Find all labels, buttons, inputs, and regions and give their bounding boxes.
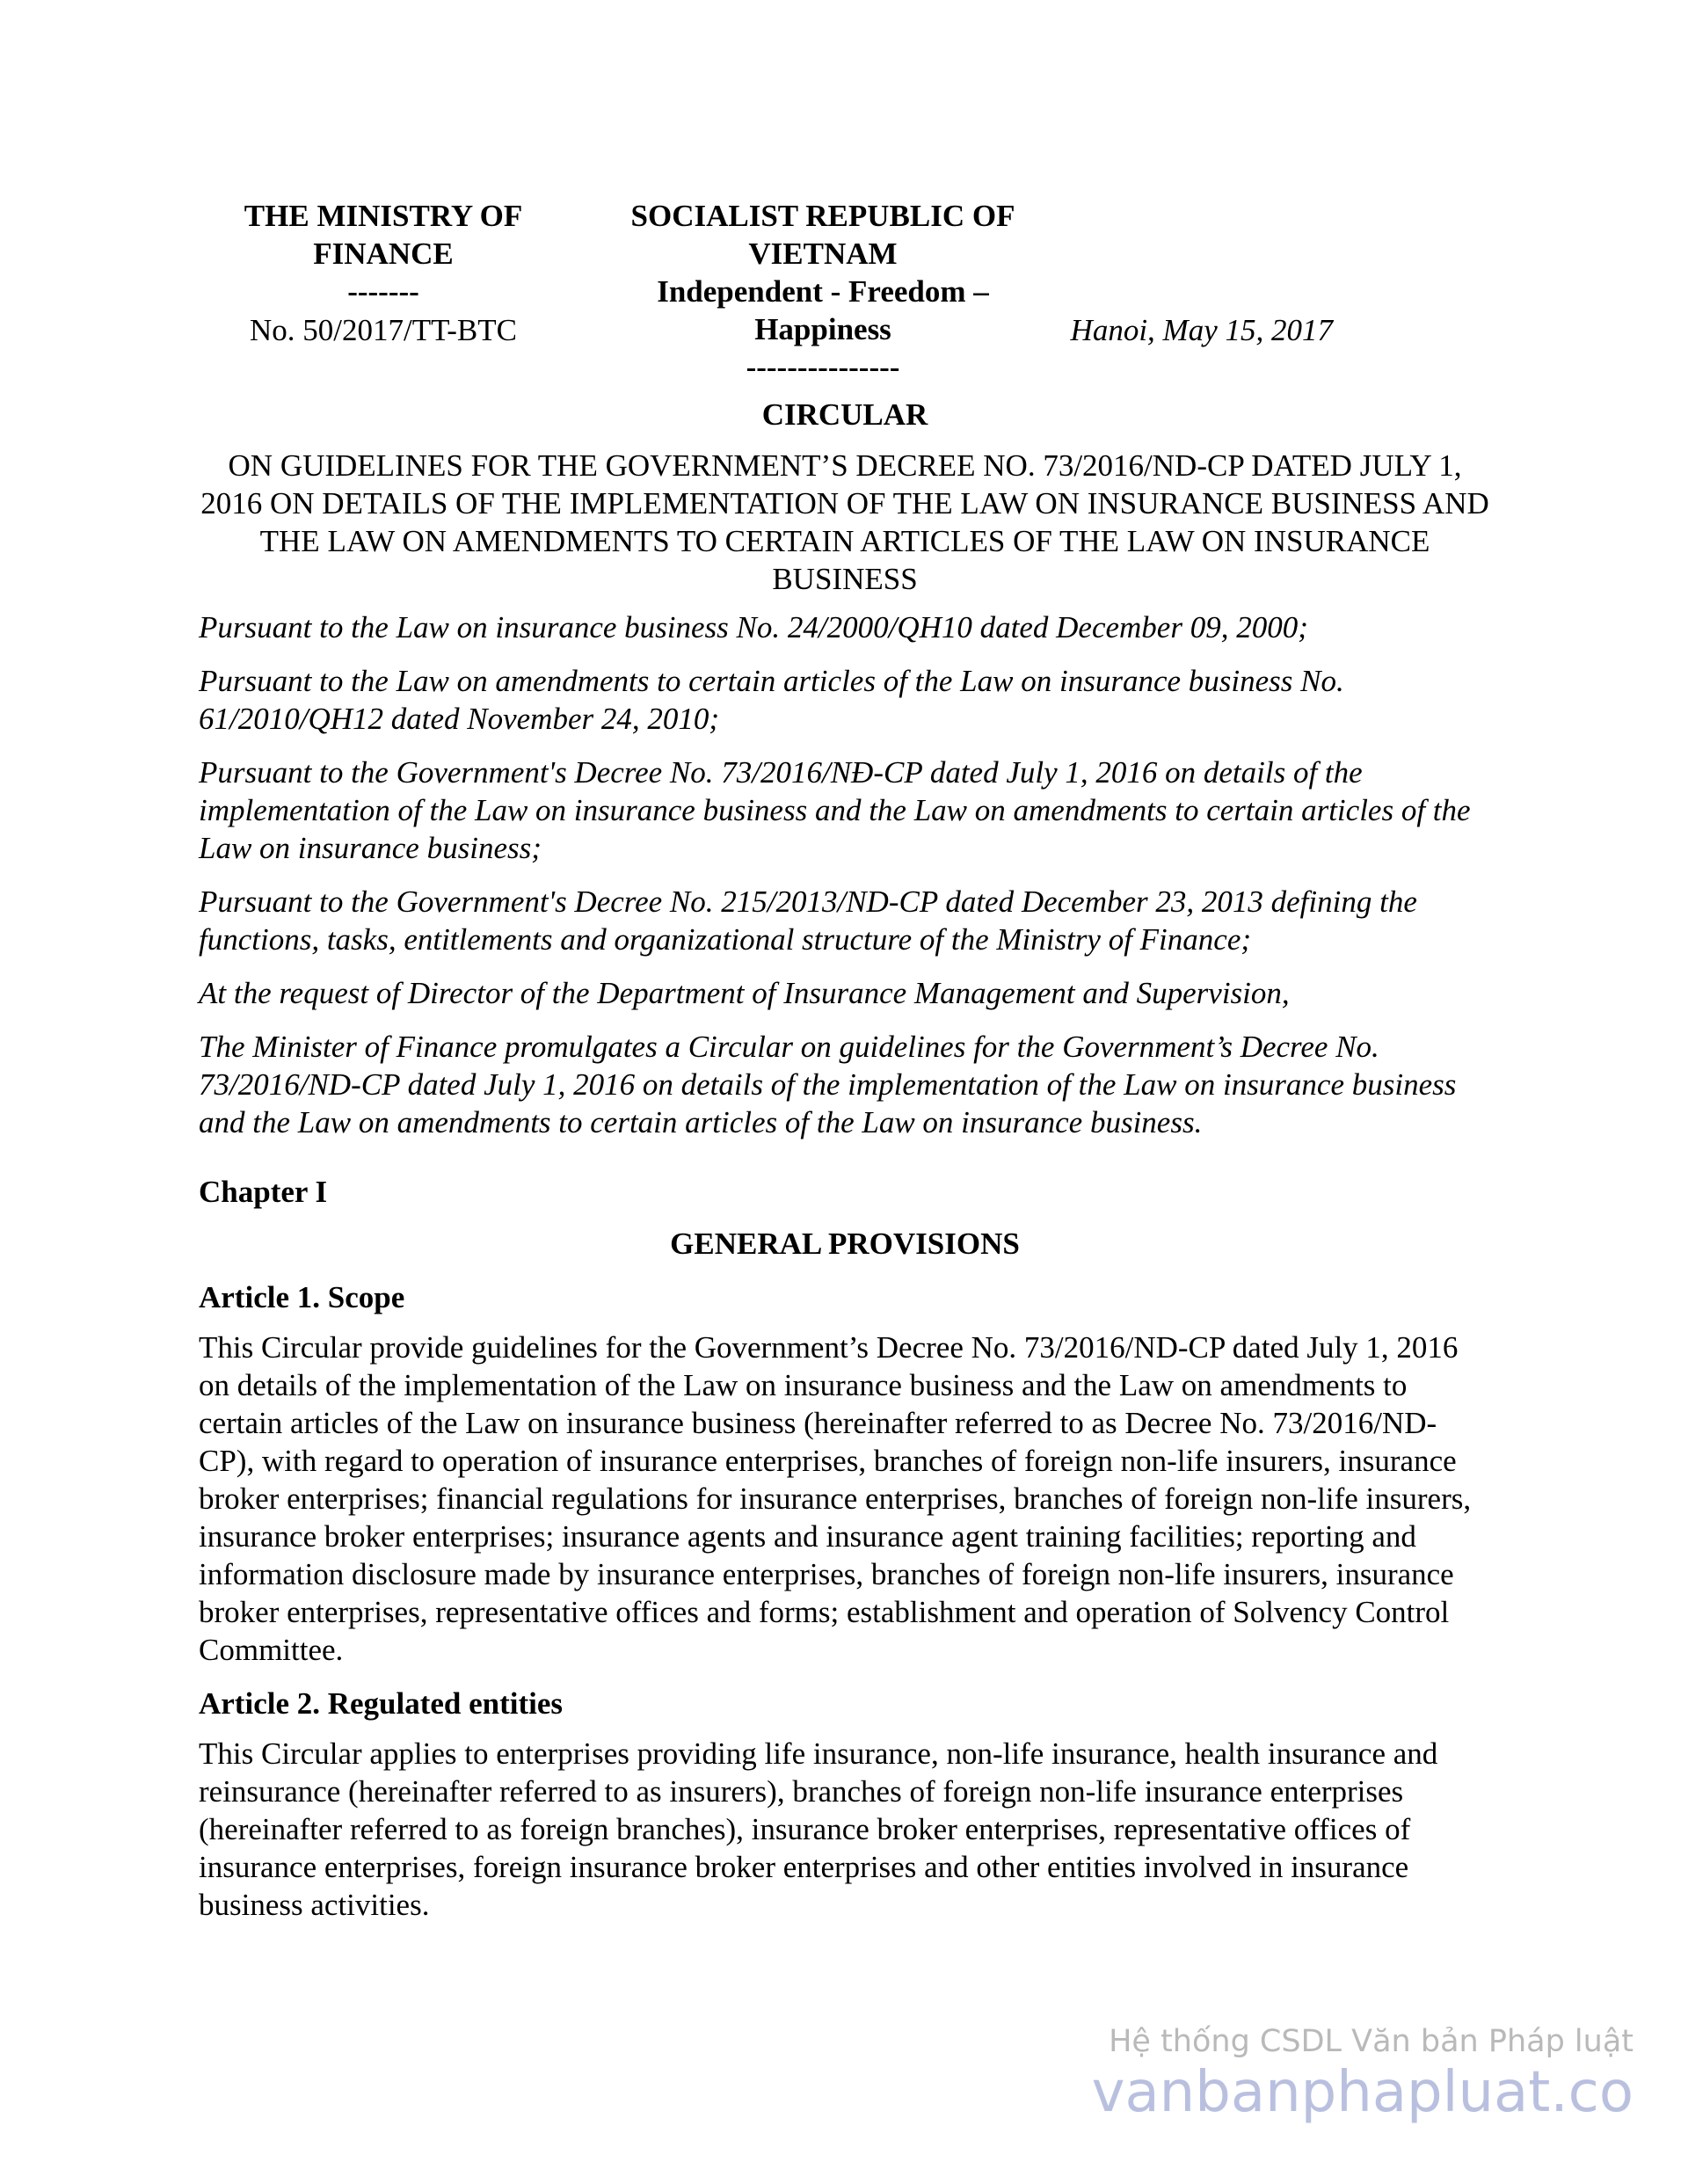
article-1-heading: Article 1. Scope — [199, 1280, 405, 1314]
chapter-title: GENERAL PROVISIONS — [670, 1227, 1020, 1261]
preamble-paragraph: Pursuant to the Law on insurance business No. 24/2000/QH10 dated December 09, 2000; — [199, 610, 1308, 644]
motto-separator: --------------- — [746, 350, 900, 384]
issuing-agency — [199, 197, 568, 310]
agency-separator: ------- — [347, 274, 419, 309]
preamble-paragraph: Pursuant to the Government's Decree No. 215/2013/ND-CP dated December 23, 2013 defining the functions, tasks, entitlements and organizational structure of the Ministry of Finance; — [199, 885, 1417, 957]
issue-date: Hanoi, May 15, 2017 — [1070, 313, 1333, 347]
national-motto — [612, 197, 1034, 386]
site-watermark — [1092, 2022, 1633, 2124]
document-header — [199, 197, 1491, 384]
article-2-text: This Circular applies to enterprises providing life insurance, non-life insurance, health insurance and reinsurance (hereinafter referred to as insurers), branches of foreign non-life insurance enterprises (hereinafter referred to as foreign branches), insurance broker enterprises, representative offices of insurance enterprises, foreign insurance broker enterprises and other entities involved in insurance business activities. — [199, 1736, 1438, 1922]
motto: Independent - Freedom – Happiness — [657, 274, 989, 346]
document-subtitle: ON GUIDELINES FOR THE GOVERNMENT’S DECREE NO. 73/2016/ND-CP DATED JULY 1, 2016 ON DETAILS OF THE IMPLEMENTATION OF THE LAW ON INSURANCE BUSINESS AND THE LAW ON AMENDMENTS TO CERTAIN ARTICLES OF THE LAW ON INSURANCE BUSINESS — [200, 448, 1489, 596]
watermark-domain: vanbanphapluat.co — [1091, 2060, 1633, 2125]
document-title: CIRCULAR — [761, 397, 928, 432]
watermark-tagline: Hệ thống CSDL Văn bản Pháp luật — [1109, 2024, 1633, 2059]
agency-line-2: FINANCE — [313, 237, 454, 271]
agency-line-1: THE MINISTRY OF — [244, 199, 523, 233]
preamble-paragraph: Pursuant to the Law on amendments to certain articles of the Law on insurance business No. 61/2010/QH12 dated November 24, 2010; — [199, 664, 1344, 736]
country-name: SOCIALIST REPUBLIC OF VIETNAM — [630, 199, 1015, 271]
document-number: No. 50/2017/TT-BTC — [250, 313, 517, 347]
article-1-text: This Circular provide guidelines for the Government’s Decree No. 73/2016/ND-CP dated July 1, 2016 on details of the implementation of the Law on insurance business and the Law on amendments to certain articles of the Law on insurance business (hereinafter referred to as Decree No. 73/2016/ND-CP), with regard to operation of insurance enterprises, branches of foreign non-life insurers, insurance broker enterprises; financial regulations for insurance enterprises, branches of foreign non-life insurers, insurance broker enterprises; insurance agents and insurance agent training facilities; reporting and information disclosure made by insurance enterprises, branches of foreign non-life insurers, insurance broker enterprises, representative offices and forms; establishment and operation of Solvency Control Committee. — [199, 1330, 1472, 1667]
preamble-paragraph: The Minister of Finance promulgates a Circular on guidelines for the Government’s Decree No. 73/2016/ND-CP dated July 1, 2016 on details of the implementation of the Law on insurance business and the Law on amendments to certain articles of the Law on insurance business. — [199, 1030, 1457, 1139]
chapter-heading: Chapter I — [199, 1175, 328, 1209]
article-2-heading: Article 2. Regulated entities — [199, 1686, 564, 1721]
preamble-paragraph: Pursuant to the Government's Decree No. 73/2016/NĐ-CP dated July 1, 2016 on details of the implementation of the Law on insurance business and the Law on amendments to certain articles of the Law on insurance business; — [199, 755, 1471, 865]
document-page — [199, 197, 1491, 1940]
preamble-paragraph: At the request of Director of the Department of Insurance Management and Supervision, — [199, 976, 1290, 1010]
